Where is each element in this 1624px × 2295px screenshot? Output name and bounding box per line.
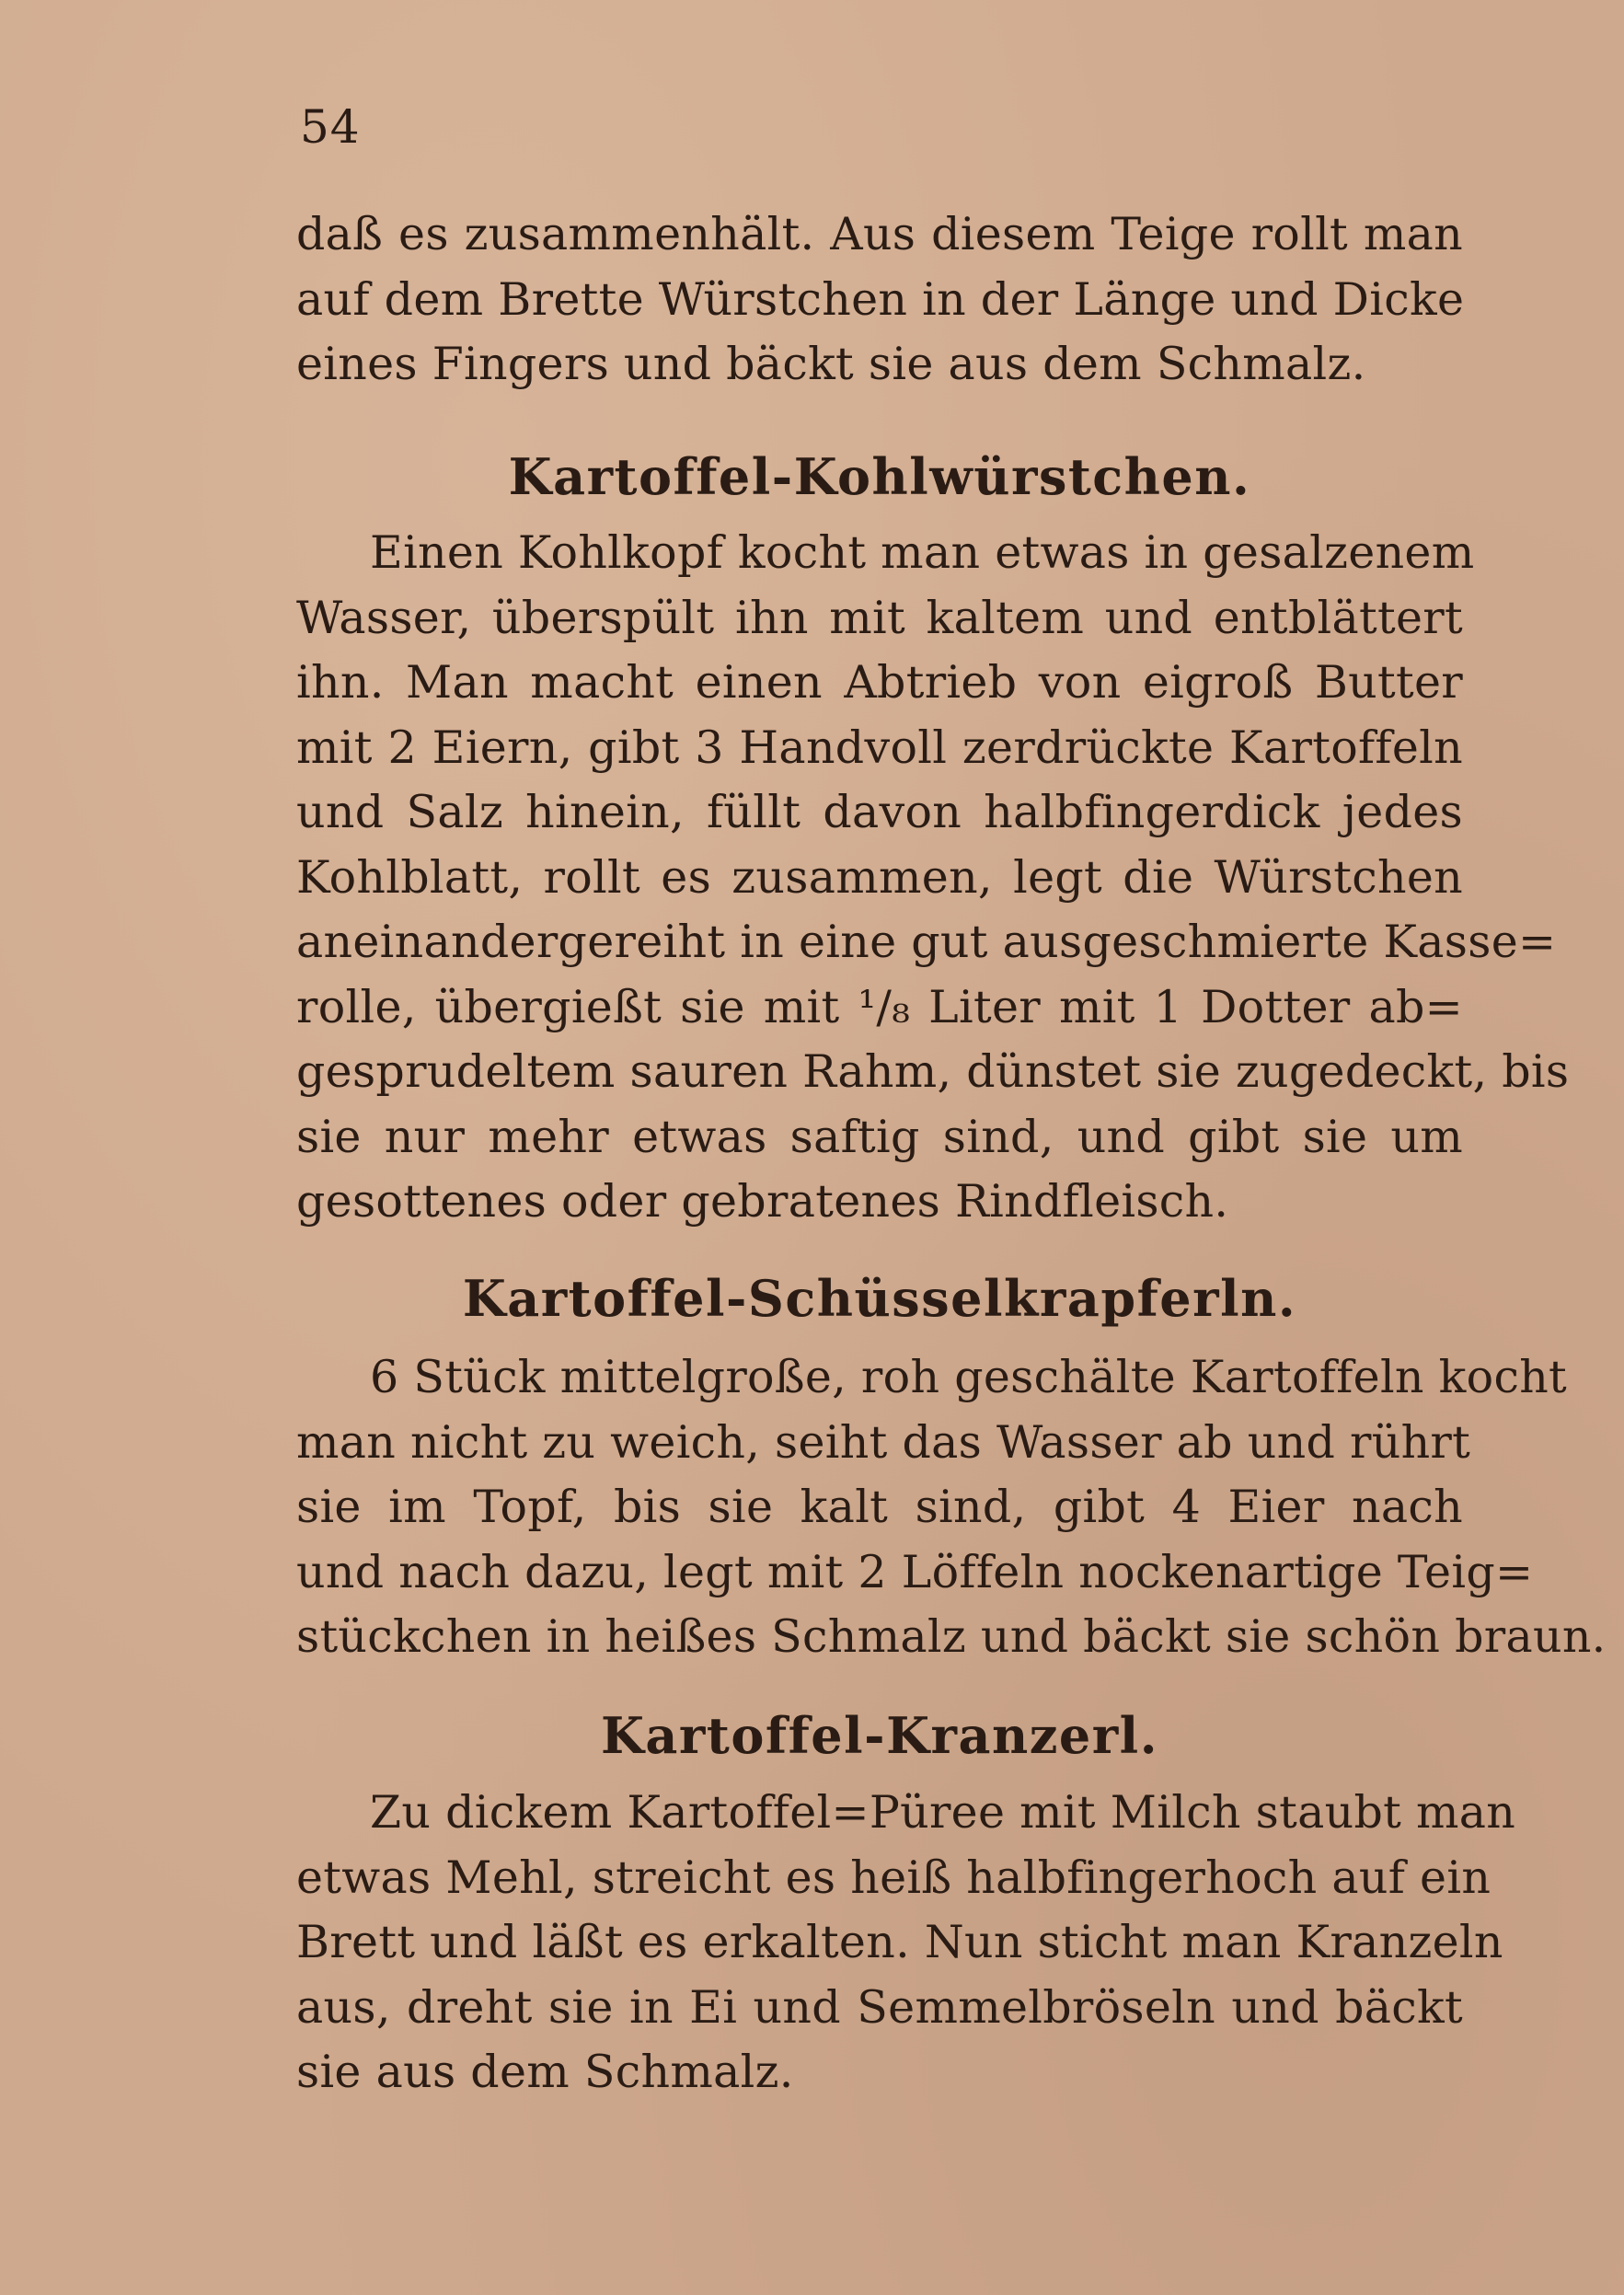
text-line: daß es zusammenhält. Aus diesem Teige rollt man xyxy=(296,208,1463,260)
text-line: man nicht zu weich, seiht das Wasser ab und rührt xyxy=(296,1415,1471,1469)
section-paragraph xyxy=(296,1345,1607,1670)
text-line: ihn. Man macht einen Abtrieb von eigroß Butter xyxy=(296,656,1463,709)
section-title: Kartoffel-Schüsselkrapferln. xyxy=(462,1269,1297,1328)
text-line: gesottenes oder gebratenes Rindfleisch. xyxy=(296,1175,1229,1228)
section-title: Kartoffel-Kranzerl. xyxy=(601,1706,1158,1765)
text-line: Zu dickem Kartoffel=Püree mit Milch staubt man xyxy=(370,1786,1516,1839)
text-line: auf dem Brette Würstchen in der Länge und Dicke xyxy=(296,272,1465,326)
text-line: Brett und läßt es erkalten. Nun sticht man Kranzeln xyxy=(296,1916,1503,1968)
section-title: Kartoffel-Kohlwürstchen. xyxy=(508,447,1251,506)
text-line: aus, dreht sie in Ei und Semmelbröseln und bäckt xyxy=(296,1980,1463,2034)
text-line: sie im Topf, bis sie kalt sind, gibt 4 Eier nach xyxy=(296,1481,1463,1533)
text-line: Wasser, überspült ihn mit kaltem und entblättert xyxy=(296,591,1463,644)
section-paragraph xyxy=(296,1781,1516,2105)
text-line: und Salz hinein, füllt davon halbfingerdick jedes xyxy=(296,786,1463,838)
text-line: etwas Mehl, streicht es heiß halbfingerhoch auf ein xyxy=(296,1851,1492,1904)
intro-paragraph xyxy=(296,202,1463,398)
text-line: gesprudeltem sauren Rahm, dünstet sie zugedeckt, bis xyxy=(296,1045,1570,1098)
text-line: rolle, übergießt sie mit ¹/₈ Liter mit 1 Dotter ab= xyxy=(296,980,1463,1033)
section-paragraph xyxy=(296,521,1570,1235)
text-line: sie nur mehr etwas saftig sind, und gibt sie um xyxy=(296,1110,1463,1163)
text-line: mit 2 Eiern, gibt 3 Handvoll zerdrückte Kartoffeln xyxy=(296,721,1463,774)
text-line: 6 Stück mittelgroße, roh geschälte Kartoffeln kocht xyxy=(370,1351,1568,1403)
text-line: stückchen in heißes Schmalz und bäckt sie schön braun. xyxy=(296,1610,1607,1663)
text-line: aneinandergereiht in eine gut ausgeschmierte Kasse= xyxy=(296,916,1557,968)
text-line: und nach dazu, legt mit 2 Löffeln nockenartige Teig= xyxy=(296,1545,1534,1598)
text-line: Einen Kohlkopf kocht man etwas in gesalzenem xyxy=(370,526,1475,579)
text-line: sie aus dem Schmalz. xyxy=(296,2046,794,2098)
text-line: Kohlblatt, rollt es zusammen, legt die Würstchen xyxy=(296,850,1463,904)
text-line: eines Fingers und bäckt sie aus dem Schmalz. xyxy=(296,338,1366,390)
page-number: 54 xyxy=(300,100,361,154)
